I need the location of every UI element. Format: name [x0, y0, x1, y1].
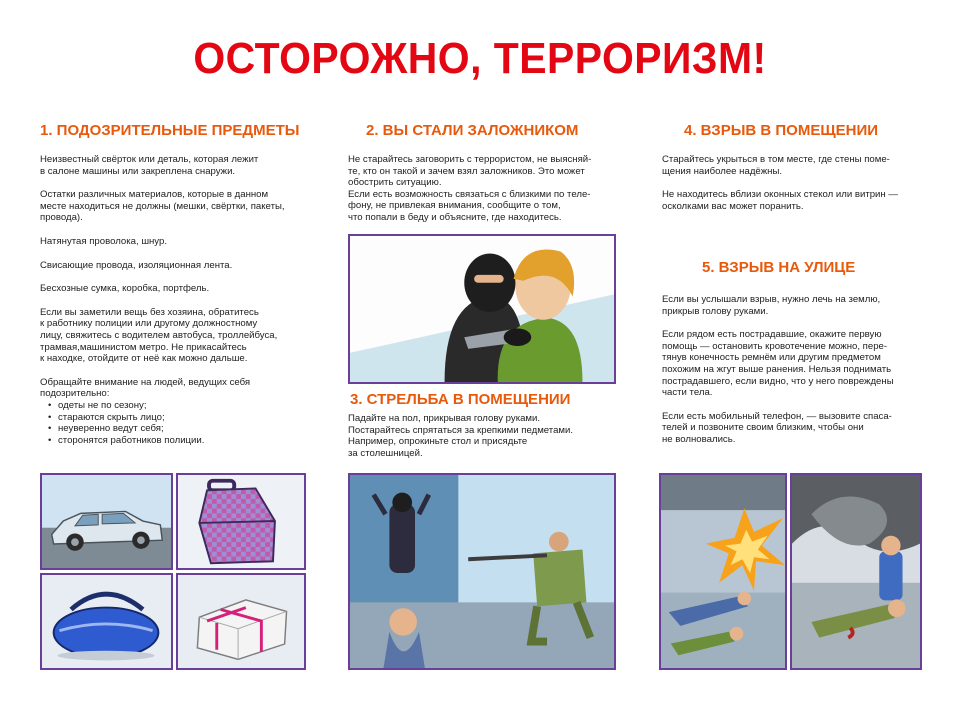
section-1-paragraph: Неизвестный свёрток или деталь, которая лежит в салоне машины или закреплена снаружи.	[40, 154, 259, 177]
section-1-paragraph: Свисающие провода, изоляционная лента.	[40, 259, 233, 271]
section-5-text	[662, 294, 922, 458]
section-2-heading: 2. ВЫ СТАЛИ ЗАЛОЖНИКОМ	[366, 122, 579, 139]
section-5-heading: 5. ВЗРЫВ НА УЛИЦЕ	[702, 259, 856, 276]
section-2-paragraph: Не старайтесь заговорить с террористом, не выясняй- те, кто он такой и зачем взял заложников. Это может обострить ситуацию. Если есть возможность связаться с близкими по теле- фону, не привлекая внимания, сообщите о том, что попали в беду и объясните, где находитесь.	[348, 154, 592, 223]
section-1-text	[40, 154, 310, 446]
list-item: • одеты не по сезону;	[50, 400, 310, 412]
section-3-heading: 3. СТРЕЛЬБА В ПОМЕЩЕНИИ	[350, 391, 571, 408]
suspicious-behaviour-list	[40, 400, 310, 446]
shooting-illustration	[348, 473, 616, 670]
section-2-text	[348, 154, 618, 236]
street-explosion-illustration	[790, 473, 922, 670]
list-item: • неуверенно ведут себя;	[50, 423, 310, 435]
hostage-illustration	[348, 234, 616, 384]
section-1-paragraph: Бесхозные сумка, коробка, портфель.	[40, 283, 210, 295]
section-5-paragraph: Если вы услышали взрыв, нужно лечь на землю, прикрыв голову руками.	[662, 294, 881, 317]
list-item: • сторонятся работников полиции.	[50, 435, 310, 447]
section-5-paragraph: Если рядом есть пострадавшие, окажите первую помощь — остановить кровотечение можно, пере- тянув конечность ремнём или другим предметом похожим на жгут выше ранения. Нельзя поднимать пострадавшего, если видно, что у него повреждены части тела.	[662, 329, 894, 399]
section-3-paragraph: Падайте на пол, прикрывая голову руками. Постарайтесь спрятаться за крепкими педметами. Например, опрокиньте стол и присядьте за столешницей.	[348, 413, 574, 459]
indoor-explosion-illustration	[659, 473, 787, 670]
section-5-paragraph: Если есть мобильный телефон, — вызовите спаса- телей и позвоните своим близким, чтобы они не волновались.	[662, 410, 892, 445]
section-4-heading: 4. ВЗРЫВ В ПОМЕЩЕНИИ	[684, 122, 879, 139]
list-item: • стараются скрыть лицо;	[50, 412, 310, 424]
section-3-text	[348, 413, 618, 471]
section-1-paragraph: Остатки различных материалов, которые в данном месте находиться не должны (мешки, свёртки, пакеты, провода).	[40, 189, 285, 224]
section-1-paragraph: Натянутая проволока, шнур.	[40, 235, 167, 247]
section-1-paragraph: Обращайте внимание на людей, ведущих себя подозрительно:	[40, 376, 251, 400]
section-4-paragraph: Не находитесь вблизи оконных стекол или витрин — осколками вас может поранить.	[662, 189, 898, 212]
section-1-heading: 1. ПОДОЗРИТЕЛЬНЫЕ ПРЕДМЕТЫ	[40, 122, 300, 139]
car-illustration	[40, 473, 173, 570]
poster-title: ОСТОРОЖНО, ТЕРРОРИЗМ!	[193, 34, 767, 83]
section-4-text	[662, 154, 922, 224]
suitcase-illustration	[176, 473, 306, 570]
bag-illustration	[40, 573, 173, 670]
section-4-paragraph: Старайтесь укрыться в том месте, где стены поме- щения наиболее надёжны.	[662, 154, 890, 177]
package-illustration	[176, 573, 306, 670]
section-1-paragraph: Если вы заметили вещь без хозяина, обратитесь к работнику полиции или другому должностному лицу, свяжитесь с водителем автобуса, троллейбуса, трамвая,машинистом метро. Не прикасайтесь к находке, отойдите от неё как можно дальше.	[40, 306, 278, 365]
